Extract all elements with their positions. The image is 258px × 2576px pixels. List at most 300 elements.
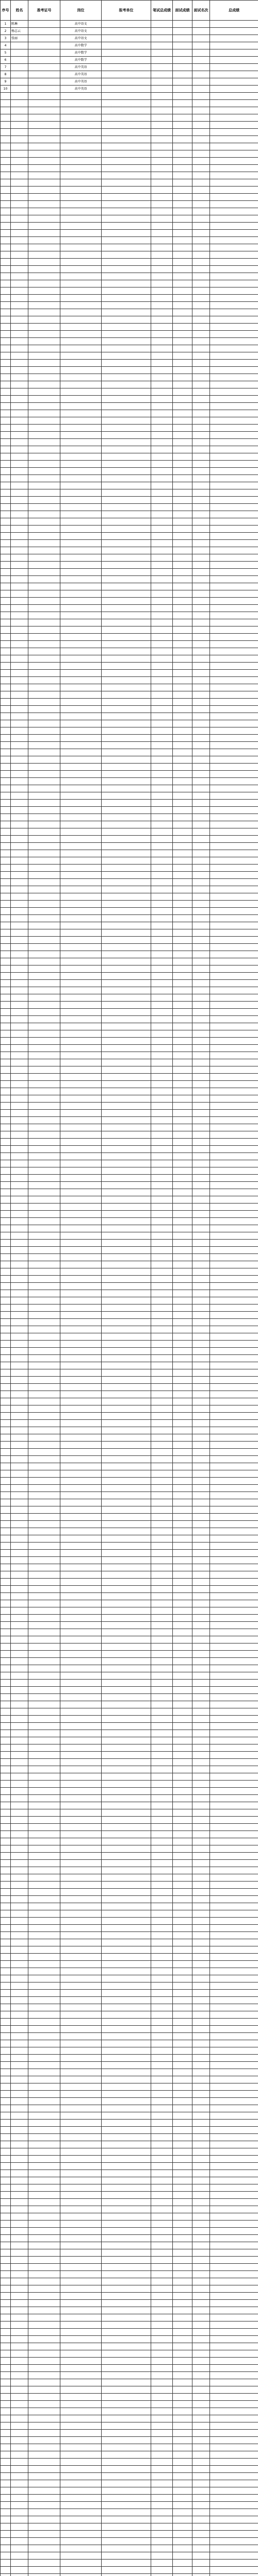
table-row (1, 1478, 258, 1485)
table-cell (1, 771, 11, 778)
table-cell (11, 42, 28, 49)
table-cell (151, 1420, 173, 1427)
table-cell (102, 994, 151, 1002)
table-cell (151, 295, 173, 302)
table-row (1, 1997, 258, 2004)
table-cell (173, 1362, 192, 1369)
table-cell (11, 800, 28, 807)
table-cell (60, 287, 102, 295)
table-cell (11, 1744, 28, 1752)
table-cell (192, 2451, 210, 2459)
table-cell (210, 1831, 258, 1838)
table-cell (192, 2285, 210, 2293)
table-row (1, 107, 258, 114)
table-cell (151, 2394, 173, 2401)
table-cell (192, 504, 210, 511)
table-cell (60, 489, 102, 497)
table-cell (11, 1066, 28, 1074)
table-cell (28, 987, 60, 994)
table-cell (173, 908, 192, 915)
table-cell (173, 295, 192, 302)
table-cell (11, 194, 28, 201)
table-cell (60, 800, 102, 807)
table-row (1, 1045, 258, 1052)
table-cell (102, 1975, 151, 1982)
table-cell (60, 2083, 102, 2091)
table-cell (1, 958, 11, 965)
table-cell (1, 244, 11, 251)
table-cell (28, 1802, 60, 1809)
table-cell (11, 1600, 28, 1607)
table-row (1, 1968, 258, 1975)
table-cell (173, 1304, 192, 1312)
table-cell (192, 489, 210, 497)
table-cell (102, 2495, 151, 2502)
table-cell (210, 893, 258, 901)
table-cell (28, 2502, 60, 2509)
table-cell (60, 1975, 102, 1982)
table-row (1, 461, 258, 468)
table-cell (60, 598, 102, 605)
table-cell (210, 2271, 258, 2278)
table-cell (210, 244, 258, 251)
table-row (1, 2192, 258, 2199)
table-cell (102, 2278, 151, 2285)
table-cell (28, 2531, 60, 2538)
table-row (1, 533, 258, 540)
table-cell (102, 1622, 151, 1629)
table-cell (11, 425, 28, 432)
table-cell (1, 316, 11, 324)
table-row (1, 713, 258, 720)
table-cell (1, 605, 11, 612)
table-cell (28, 172, 60, 179)
table-cell (192, 2358, 210, 2365)
table-cell (60, 1427, 102, 1434)
table-cell (60, 1550, 102, 1557)
table-cell (151, 1629, 173, 1636)
table-cell (28, 1579, 60, 1586)
table-cell (192, 980, 210, 987)
table-cell (210, 1781, 258, 1788)
table-row (1, 727, 258, 735)
table-cell (173, 1528, 192, 1535)
table-cell (173, 922, 192, 929)
table-cell (151, 634, 173, 641)
table-cell (11, 1723, 28, 1730)
table-cell (173, 1838, 192, 1845)
table-cell (11, 2552, 28, 2560)
table-row (1, 771, 258, 778)
table-cell (192, 2567, 210, 2574)
table-cell (102, 2538, 151, 2545)
table-cell (151, 2401, 173, 2408)
table-cell (11, 778, 28, 785)
table-cell (173, 1535, 192, 1543)
table-cell (151, 1903, 173, 1910)
table-cell (192, 1694, 210, 1701)
table-cell (28, 1975, 60, 1982)
table-cell (11, 1204, 28, 1211)
table-cell: 2 (1, 28, 11, 35)
table-cell (102, 691, 151, 699)
table-cell (151, 929, 173, 937)
table-cell (1, 1189, 11, 1196)
table-cell (173, 2091, 192, 2098)
table-cell (1, 2105, 11, 2112)
table-row (1, 136, 258, 143)
table-cell (151, 172, 173, 179)
table-cell (28, 2459, 60, 2466)
table-row (1, 2033, 258, 2040)
table-cell (28, 1607, 60, 1615)
table-cell (1, 432, 11, 439)
table-cell (151, 699, 173, 706)
table-cell (60, 727, 102, 735)
table-cell (151, 2545, 173, 2552)
table-cell (28, 316, 60, 324)
table-cell (151, 2473, 173, 2480)
table-cell (151, 2040, 173, 2047)
table-cell (173, 2177, 192, 2184)
table-cell (102, 1932, 151, 1939)
table-cell (1, 1081, 11, 1088)
table-cell (210, 1506, 258, 1514)
table-cell (11, 929, 28, 937)
table-cell (28, 1932, 60, 1939)
table-cell (102, 554, 151, 562)
table-cell (173, 215, 192, 223)
table-cell (1, 2264, 11, 2271)
table-cell (192, 1283, 210, 1290)
table-cell (210, 417, 258, 425)
table-cell (11, 1362, 28, 1369)
table-cell (60, 1853, 102, 1860)
table-cell (1, 1016, 11, 1023)
table-cell (192, 605, 210, 612)
table-cell (28, 1752, 60, 1759)
table-cell (173, 576, 192, 583)
table-cell (28, 1232, 60, 1240)
table-cell (11, 1333, 28, 1341)
table-cell (173, 1182, 192, 1189)
table-cell (102, 2134, 151, 2141)
table-cell (28, 1268, 60, 1276)
table-cell (173, 1405, 192, 1413)
table-cell (173, 929, 192, 937)
table-cell (11, 150, 28, 158)
table-cell (210, 2199, 258, 2206)
table-cell (11, 1968, 28, 1975)
table-cell (11, 2105, 28, 2112)
table-row (1, 381, 258, 388)
table-row (1, 1290, 258, 1297)
table-cell (192, 2062, 210, 2069)
table-cell (1, 1643, 11, 1651)
table-cell (210, 1918, 258, 1925)
table-cell (151, 1622, 173, 1629)
table-cell (102, 626, 151, 634)
table-cell (151, 1225, 173, 1232)
table-cell (28, 1781, 60, 1788)
table-cell (173, 2156, 192, 2163)
table-cell (173, 821, 192, 828)
table-cell (28, 2120, 60, 2127)
table-cell (173, 590, 192, 598)
table-cell (173, 2264, 192, 2271)
table-cell (192, 2516, 210, 2523)
table-row (1, 1297, 258, 1304)
table-cell (102, 316, 151, 324)
table-cell (151, 742, 173, 749)
table-cell (11, 2509, 28, 2516)
table-row (1, 2552, 258, 2560)
table-cell (192, 1658, 210, 1665)
table-cell (60, 987, 102, 994)
table-cell (210, 107, 258, 114)
table-cell (28, 576, 60, 583)
table-cell (102, 64, 151, 71)
table-cell (1, 1557, 11, 1564)
table-cell (60, 1680, 102, 1687)
table-cell (1, 1607, 11, 1615)
table-cell (28, 518, 60, 526)
table-cell (151, 2329, 173, 2336)
table-cell (60, 273, 102, 280)
table-cell (28, 2466, 60, 2473)
table-cell (102, 1773, 151, 1781)
table-cell (102, 1838, 151, 1845)
table-cell (1, 1788, 11, 1795)
table-cell (210, 2249, 258, 2257)
table-cell (60, 612, 102, 619)
table-cell (60, 1535, 102, 1543)
table-cell (102, 1651, 151, 1658)
table-cell (210, 2552, 258, 2560)
table-cell (192, 814, 210, 821)
table-cell (192, 1506, 210, 1514)
table-cell (11, 1903, 28, 1910)
table-cell (192, 2480, 210, 2487)
table-cell (151, 396, 173, 403)
table-cell (1, 554, 11, 562)
table-cell (151, 1045, 173, 1052)
table-cell (102, 511, 151, 518)
table-row (1, 994, 258, 1002)
table-cell (11, 2184, 28, 2192)
table-cell (192, 316, 210, 324)
table-row (1, 1766, 258, 1773)
table-row (1, 865, 258, 872)
table-cell (151, 2221, 173, 2228)
table-cell (11, 2495, 28, 2502)
table-row (1, 2271, 258, 2278)
table-cell (151, 1211, 173, 1218)
table-cell (151, 987, 173, 994)
table-cell (28, 179, 60, 187)
table-cell (210, 2105, 258, 2112)
table-cell (11, 2134, 28, 2141)
table-cell (1, 302, 11, 309)
table-cell (11, 2523, 28, 2531)
table-cell (192, 1990, 210, 1997)
table-cell (1, 893, 11, 901)
table-cell (60, 475, 102, 482)
table-cell (173, 201, 192, 208)
table-cell (60, 2379, 102, 2386)
table-cell (173, 1398, 192, 1405)
table-cell (102, 2264, 151, 2271)
table-cell (60, 2437, 102, 2444)
table-cell (28, 417, 60, 425)
table-cell (102, 1730, 151, 1737)
table-cell (173, 64, 192, 71)
table-row (1, 1528, 258, 1535)
table-cell (210, 1470, 258, 1478)
table-cell (151, 857, 173, 865)
table-cell (102, 1607, 151, 1615)
table-cell (151, 287, 173, 295)
table-cell (1, 1579, 11, 1586)
table-cell (210, 1802, 258, 1809)
table-cell (102, 2011, 151, 2019)
table-row (1, 1167, 258, 1175)
table-cell (192, 1593, 210, 1600)
table-cell (192, 1189, 210, 1196)
table-cell (210, 1449, 258, 1456)
table-cell (210, 648, 258, 655)
table-row (1, 2242, 258, 2249)
table-cell (151, 1232, 173, 1240)
table-row (1, 1687, 258, 1694)
table-cell (210, 1139, 258, 1146)
table-row (1, 1319, 258, 1326)
table-cell (151, 1427, 173, 1434)
table-cell (60, 850, 102, 857)
table-cell (60, 2264, 102, 2271)
table-cell (192, 533, 210, 540)
table-row (1, 223, 258, 230)
table-cell (11, 1535, 28, 1543)
table-row (1, 1579, 258, 1586)
table-cell (60, 915, 102, 922)
table-cell (60, 2487, 102, 2495)
table-cell (28, 410, 60, 417)
table-cell (11, 244, 28, 251)
table-cell (60, 720, 102, 727)
table-cell (28, 2257, 60, 2264)
table-cell (192, 331, 210, 338)
table-cell (173, 691, 192, 699)
table-cell (60, 432, 102, 439)
table-cell (192, 1110, 210, 1117)
table-cell (210, 2004, 258, 2011)
table-row (1, 143, 258, 150)
table-row (1, 2523, 258, 2531)
table-cell (192, 865, 210, 872)
table-cell (192, 1038, 210, 1045)
table-cell (28, 2314, 60, 2321)
table-cell (60, 2401, 102, 2408)
table-cell (210, 302, 258, 309)
table-cell (192, 107, 210, 114)
table-cell (60, 2552, 102, 2560)
table-cell (210, 122, 258, 129)
table-cell (173, 828, 192, 836)
table-row (1, 958, 258, 965)
table-cell (192, 1326, 210, 1333)
table-cell (210, 706, 258, 713)
table-cell (28, 1773, 60, 1781)
table-cell (102, 598, 151, 605)
table-cell (173, 778, 192, 785)
table-cell (1, 865, 11, 872)
table-cell (1, 1939, 11, 1946)
table-cell (1, 122, 11, 129)
table-cell (173, 2004, 192, 2011)
table-cell (1, 1665, 11, 1672)
table-cell (210, 273, 258, 280)
table-cell (28, 1189, 60, 1196)
table-cell (210, 2567, 258, 2574)
table-cell: 杨志云 (11, 28, 28, 35)
table-row (1, 42, 258, 49)
table-cell (210, 1708, 258, 1716)
table-cell (210, 71, 258, 78)
table-cell (210, 280, 258, 287)
table-cell (1, 2127, 11, 2134)
table-cell (11, 1110, 28, 1117)
table-cell (28, 2112, 60, 2120)
table-row (1, 2127, 258, 2134)
table-cell (210, 1607, 258, 1615)
table-cell (102, 749, 151, 756)
table-cell (28, 778, 60, 785)
table-cell (192, 1571, 210, 1579)
table-cell (11, 1052, 28, 1059)
table-cell (151, 1319, 173, 1326)
table-cell (60, 1593, 102, 1600)
table-row (1, 504, 258, 511)
table-cell (173, 2523, 192, 2531)
table-cell (11, 547, 28, 554)
table-cell (210, 2459, 258, 2466)
table-cell (11, 1391, 28, 1398)
table-row (1, 403, 258, 410)
table-cell: 9 (1, 78, 11, 86)
table-row (1, 1550, 258, 1557)
table-cell (60, 1889, 102, 1896)
table-cell (1, 2487, 11, 2495)
table-cell (173, 1874, 192, 1882)
table-cell (151, 2336, 173, 2343)
table-cell (11, 2473, 28, 2480)
table-cell (11, 2394, 28, 2401)
table-cell (151, 2509, 173, 2516)
table-cell (210, 2365, 258, 2372)
table-cell (1, 973, 11, 980)
table-cell (1, 482, 11, 489)
table-cell (1, 1831, 11, 1838)
table-cell (28, 879, 60, 886)
table-cell (173, 1341, 192, 1348)
table-cell (28, 244, 60, 251)
table-cell (60, 2422, 102, 2430)
table-cell (1, 2112, 11, 2120)
table-cell (151, 670, 173, 677)
table-row (1, 1369, 258, 1377)
table-cell (102, 915, 151, 922)
